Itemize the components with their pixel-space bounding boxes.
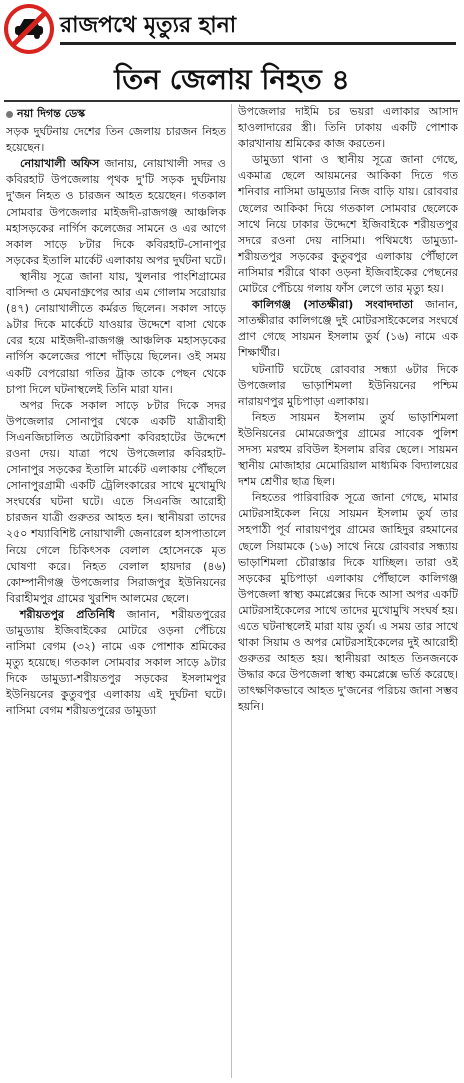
headline-divider xyxy=(4,100,460,102)
paragraph: উপজেলার দাইমি চর ভয়রা এলাকার আসাদ হাওলাদারের স্ত্রী। তিনি ঢাকায় একটি পোশাক কারখানায় শ্রমিকের কাজ করতেন। xyxy=(238,105,458,151)
paragraph-text: জানান, শরীয়তপুরের ডামুড্যায় ইজিবাইকের মোটরে ওড়না পেঁচিয়ে নাসিমা বেগম (৩২) নামে এক পোশাক শ্রমিকের মৃত্যু হয়েছে। গতকাল সোমবার সকাল সাড়ে ৯টার দিকে ডামুড্যা-শরীয়তপুর সড়কের ইসলামপুর ইউনিয়নের কুতুবপুর এলাকায় এই দুর্ঘটনা ঘটে। নাসিমা বেগম শরীয়তপুরের ডামুড্যা xyxy=(6,607,226,718)
dateline: কালিগঞ্জ (সাতক্ষীরা) সংবাদদাতা xyxy=(252,298,414,312)
paragraph xyxy=(6,156,226,269)
kicker-title: রাজপথে মৃত্যুর হানা xyxy=(60,13,237,38)
paragraph: ঘটনাটি ঘটেছে রোববার সন্ধ্যা ৬টার দিকে উপজেলার ভাড়াশিমলা ইউনিয়নের পশ্চিম নারায়ণপুর মুচিপাড়া এলাকায়। xyxy=(238,362,458,408)
paragraph xyxy=(6,607,226,720)
right-column xyxy=(238,104,458,1076)
paragraph-text: জানায়, নোয়াখালী সদর ও কবিরহাট উপজেলায় পৃথক দু'টি সড়ক দুর্ঘটনায় দু'জন নিহত ও চারজন আহত হয়েছেন। গতকাল সোমবার উপজেলার মাইজদী-রাজগঞ্জ আঞ্চলিক মহাসড়কের নার্গিস কলেজের সামনে ও এর আগে সকাল সাড়ে ৮টার দিকে কবিরহাট-সোনাপুর সড়কের ইতালি মার্কেট এলাকায় অপর দুর্ঘটনা ঘটে। xyxy=(6,157,226,267)
left-column xyxy=(6,106,226,1078)
kicker-rule xyxy=(60,42,456,45)
paragraph: ডামুড্যা থানা ও স্থানীয় সূত্রে জানা গেছে, একমাত্র ছেলে আয়মনের আকিকা দিতে গত শনিবার নাসিমা ডামুড্যার নিজ বাড়ি যায়। রোববার ছেলের আকিকা দিয়ে গতকাল সোমবার ছেলেকে সাথে নিয়ে ঢাকার উদ্দেশে ইজিবাইকে শরীয়তপুর সদরে রওনা দেয় নাসিমা। পথিমধ্যে ডামুড্যা-শরীয়তপুর সড়কের কুতুবপুর এলাকায় পৌঁছালে নাসিমার শরীরে থাকা ওড়না ইজিবাইকের পেছনের মোটরে পেঁচিয়ে গলায় ফাঁস লেগে তার মৃত্যু হয়। xyxy=(238,153,458,296)
dateline: শরীয়তপুর প্রতিনিধি xyxy=(20,607,115,621)
paragraph: অপর দিকে সকাল সাড়ে ৮টার দিকে সদর উপজেলার সোনাপুর থেকে একটি যাত্রীবাহী সিএনজিচালিত অটোরিকশা কবিরহাটের উদ্দেশে রওনা দেয়। যাত্রা পথে উপজেলার কবিরহাট-সোনাপুর সড়কের ইতালি মার্কেট এলাকায় পৌঁছলে সোনাপুরগ্রামী একটি ট্রেলিংকারের সাথে মুখোমুখি সংঘর্ষের ঘটনা ঘটে। এতে সিএনজি আরোহী চারজন যাত্রী গুরুতর আহত হন। স্থানীয়রা তাদের ২৫০ শয্যাবিশিষ্ট নোয়াখালী জেনারেল হাসপাতালে নিয়ে গেলে চিকিৎসক বেলাল হোসেনকে মৃত ঘোষণা করে। নিহত বেলাল হায়দার (৪৬) কোম্পানীগঞ্জ উপজেলার সিরাজপুর ইউনিয়নের বিরাহীমপুর গ্রামের খুরশিদ আলমের ছেলে। xyxy=(6,398,226,605)
no-entry-car-icon xyxy=(4,4,54,54)
headline: তিন জেলায় নিহত ৪ xyxy=(114,63,350,96)
paragraph xyxy=(238,297,458,361)
byline-text: নয়া দিগন্ত ডেস্ক xyxy=(17,107,86,120)
bullet-icon xyxy=(6,111,13,118)
paragraph: নিহতের পারিবারিক সূত্রে জানা গেছে, মামার মোটরসাইকেল নিয়ে সায়মন ইসলাম তুর্য তার সহপাঠী পূর্ব নারায়ণপুর গ্রামের জাহিদুর রহমানের ছেলে সিয়ামকে (১৬) সাথে নিয়ে রোববার সন্ধ্যায় ভাড়াশিমলা চৌরাস্তার দিকে যাচ্ছিল। তারা ওই সড়কের মুচিপাড়া এলাকায় পৌঁছালে কালিগঞ্জ উপজেলা স্বাস্থ্য কমপ্লেক্সের দিকে আসা অপর একটি মোটরসাইকেলের সাথে তাদের মুখোমুখি সংঘর্ষ হয়। এতে ঘটনাস্থলেই মারা যায় তুর্য। এ সময় তার সাথে থাকা সিয়াম ও অপর মোটরসাইকেলের দুই আরোহী গুরুতর আহত হয়। স্থানীয়রা আহত তিনজনকে উদ্ধার করে উপজেলা স্বাস্থ্য কমপ্লেক্সে ভর্তি করেছে। তাৎক্ষণিকভাবে আহত দু'জনের পরিচয় জানা সম্ভব হয়নি। xyxy=(238,491,458,714)
column-divider xyxy=(231,104,232,1078)
byline xyxy=(6,106,226,122)
paragraph: স্থানীয় সূত্রে জানা যায়, খুলনার পাংশিগ্রামের বাসিন্দা ও মেঘনাগ্রুপের আর এম গোলাম সরোয়ার (৪৭) নোয়াখালীতে কর্মরত ছিলেন। সকাল সাড়ে ৯টার দিকে মার্কেটে যাওয়ার উদ্দেশে বাসা থেকে বের হয়ে মাইজদী-রাজগঞ্জ আঞ্চলিক মহাসড়কের নার্গিস কলেজের পাশে দাঁড়িয়ে ছিলেন। ওই সময় একটি বেপরোয়া গতির ট্রাক তাকে পেছন থেকে চাপা দিলে ঘটনাস্থলেই তিনি মারা যান। xyxy=(6,269,226,396)
paragraph-text: জানান, সাতক্ষীরার কালিগঞ্জে দুই মোটরসাইকেলের সংঘর্ষে প্রাণ গেছে সায়মন ইসলাম তুর্য (১৬) নামে এক শিক্ষার্থীর। xyxy=(238,298,458,360)
kicker-band xyxy=(0,0,464,62)
paragraph: সড়ক দুর্ঘটনায় দেশের তিন জেলায় চারজন নিহত হয়েছেন। xyxy=(6,125,226,155)
dateline: নোয়াখালী অফিস xyxy=(20,157,100,171)
paragraph: নিহত সায়মন ইসলাম তুর্য ভাড়াশিমলা ইউনিয়নের মোমরেজপুর গ্রামের সাবেক পুলিশ সদস্য মরহুম রবিউল ইসলাম রবির ছেলে। সায়মন স্থানীয় মোজাহার মেমোরিয়াল মাধ্যমিক বিদ্যালয়ের দশম শ্রেণীর ছাত্র ছিল। xyxy=(238,410,458,489)
